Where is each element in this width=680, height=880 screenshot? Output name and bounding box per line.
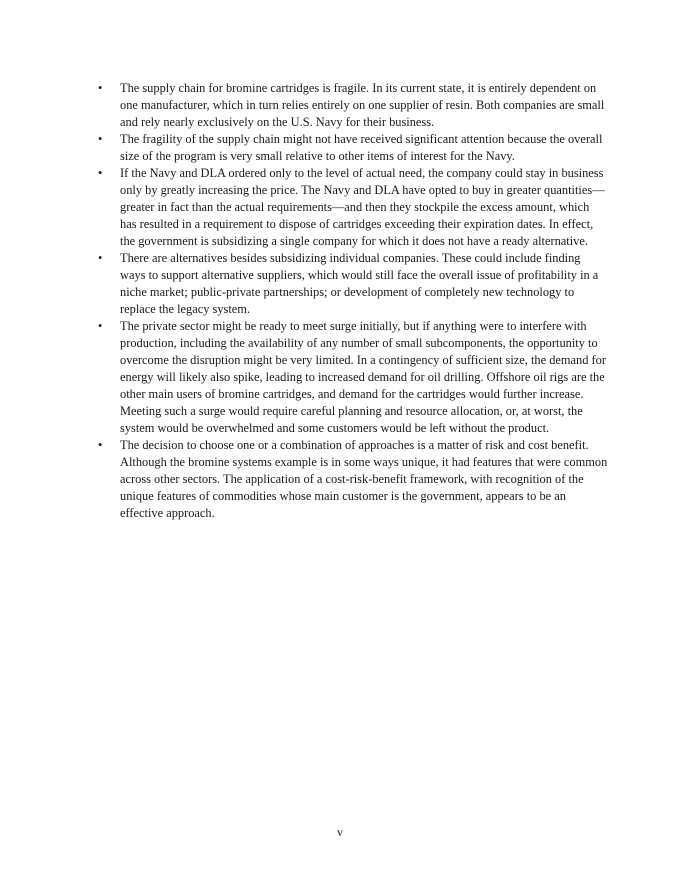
bullet-icon: • xyxy=(98,319,103,333)
bullet-text: The private sector might be ready to meet surge initially, but if anything were to interfere with production, including the availability of any number of small subcomponents, the opportunity to overcome the disruption might be very limited. In a contingency of sufficient size, the demand for energy will likely also spike, leading to increased demand for oil drilling. Offshore oil rigs are the other main users of bromine cartridges, and demand for the cartridges would further increase. Meeting such a surge would require careful planning and resource allocation, or, at worst, the system would be overwhelmed and some customers would be left without the product. xyxy=(120,319,606,435)
bullet-icon: • xyxy=(98,81,103,95)
page-number: v xyxy=(337,825,343,839)
bullet-text: The supply chain for bromine cartridges is fragile. In its current state, it is entirely dependent on one manufacturer, which in turn relies entirely on one supplier of resin. Both companies are small and rely nearly exclusively on the U.S. Navy for their business. xyxy=(120,81,605,129)
bullet-text: The decision to choose one or a combination of approaches is a matter of risk and cost benefit. Although the bromine systems example is in some ways unique, it had features that were common across other sectors. The application of a cost-risk-benefit framework, with recognition of the unique features of commodities whose main customer is the government, appears to be an effective approach. xyxy=(120,438,608,520)
bullet-item xyxy=(96,131,608,165)
bullet-text: The fragility of the supply chain might not have received significant attention because the overall size of the program is very small relative to other items of interest for the Navy. xyxy=(120,132,603,163)
bullet-item xyxy=(96,318,608,437)
bullet-icon: • xyxy=(98,438,103,452)
findings-bullet-list xyxy=(96,80,608,522)
bullet-item xyxy=(96,437,608,522)
bullet-text: There are alternatives besides subsidizing individual companies. These could include finding ways to support alternative suppliers, which would still face the overall issue of profitability in a niche market; public-private partnerships; or development of completely new technology to replace the legacy system. xyxy=(120,251,599,316)
bullet-text: If the Navy and DLA ordered only to the level of actual need, the company could stay in business only by greatly increasing the price. The Navy and DLA have opted to buy in greater quantities—greater in fact than the actual requirements—and then they stockpile the excess amount, which has resulted in a requirement to dispose of cartridges exceeding their expiration dates. In effect, the government is subsidizing a single company for which it does not have a ready alternative. xyxy=(120,166,605,248)
bullet-item xyxy=(96,165,608,250)
bullet-icon: • xyxy=(98,166,103,180)
bullet-item xyxy=(96,250,608,318)
bullet-item xyxy=(96,80,608,131)
bullet-icon: • xyxy=(98,132,103,146)
bullet-icon: • xyxy=(98,251,103,265)
